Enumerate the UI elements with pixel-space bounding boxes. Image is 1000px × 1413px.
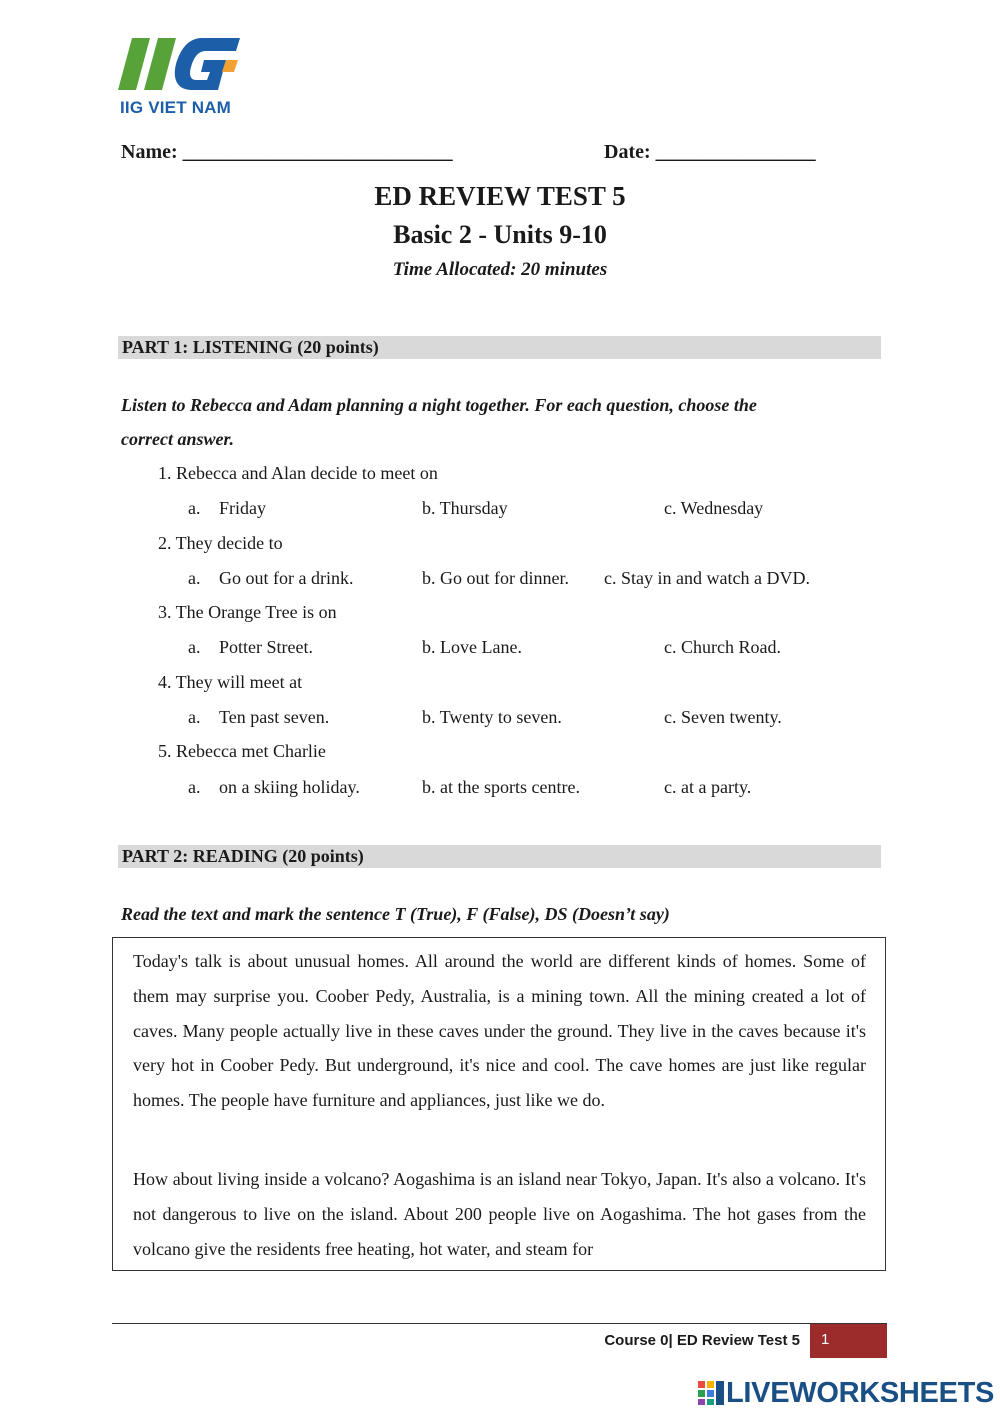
date-field-label: Date: ________________ (604, 141, 816, 163)
page-number: 1 (821, 1331, 830, 1348)
option-a-text: Go out for a drink. (219, 568, 354, 588)
option-a-text: Friday (219, 498, 266, 518)
option-a-label: a. (188, 498, 201, 518)
part1-instruction-line1: Listen to Rebecca and Adam planning a night together. For each question, choose the (121, 395, 757, 415)
question-1-option-c[interactable]: c. Wednesday (664, 498, 764, 518)
question-3-option-c[interactable]: c. Church Road. (664, 637, 781, 657)
question-1-option-b[interactable]: b. Thursday (422, 498, 508, 518)
page-number-box (810, 1324, 887, 1358)
option-a-label: a. (188, 568, 201, 588)
part1-heading-bar (118, 336, 881, 359)
footer-divider (112, 1323, 887, 1324)
question-2-option-b[interactable]: b. Go out for dinner. (422, 568, 569, 588)
question-2: 2. They decide to (158, 533, 283, 553)
question-4: 4. They will meet at (158, 672, 303, 692)
reading-paragraph-1: Today's talk is about unusual homes. All around the world are different kinds of homes. Some of them may surprise you. Coober Pedy, Australia, is a mining town. All the mining created a lot of caves. Many people actually live in these caves under the ground. They live in the caves because it's very hot in Coober Pedy. But underground, it's nice and cool. The cave homes are just like regular homes. The people have furniture and appliances, just like we do. (133, 951, 866, 1111)
part2-heading-bar (118, 845, 881, 868)
part2-heading: PART 2: READING (20 points) (122, 846, 364, 866)
watermark-text: LIVEWORKSHEETS (726, 1377, 995, 1409)
reading-paragraph-2: How about living inside a volcano? Aogashima is an island near Tokyo, Japan. It's also a volcano. It's not dangerous to live on the island. About 200 people live on Aogashima. The hot gases from the volcano give the residents free heating, hot water, and steam for (133, 1169, 866, 1259)
question-3: 3. The Orange Tree is on (158, 602, 337, 622)
question-3-option-b[interactable]: b. Love Lane. (422, 637, 522, 657)
liveworksheets-logo-icon (697, 1380, 725, 1406)
question-5: 5. Rebecca met Charlie (158, 741, 326, 761)
option-a-label: a. (188, 777, 201, 797)
time-allocated: Time Allocated: 20 minutes (392, 259, 608, 280)
page-subtitle: Basic 2 - Units 9-10 (393, 220, 607, 249)
name-field-label: Name: ___________________________ (121, 141, 453, 163)
question-5-option-a[interactable] (188, 777, 360, 798)
question-1: 1. Rebecca and Alan decide to meet on (158, 463, 438, 483)
question-4-option-c[interactable]: c. Seven twenty. (664, 707, 782, 727)
part2-instruction: Read the text and mark the sentence T (True), F (False), DS (Doesn’t say) (121, 904, 670, 924)
question-4-option-a[interactable] (188, 707, 330, 728)
question-1-option-a[interactable] (188, 498, 266, 519)
option-a-text: Ten past seven. (219, 707, 330, 727)
option-a-text: on a skiing holiday. (219, 777, 360, 797)
option-a-label: a. (188, 707, 201, 727)
option-a-text: Potter Street. (219, 637, 313, 657)
part1-instruction-line2: correct answer. (121, 429, 235, 449)
logo-text: IIG VIET NAM (120, 98, 232, 117)
part1-heading: PART 1: LISTENING (20 points) (122, 337, 379, 357)
question-5-option-b[interactable]: b. at the sports centre. (422, 777, 580, 797)
footer-label: Course 0| ED Review Test 5 (604, 1332, 800, 1349)
question-2-option-a[interactable] (188, 568, 354, 589)
question-5-option-c[interactable]: c. at a party. (664, 777, 752, 797)
question-4-option-b[interactable]: b. Twenty to seven. (422, 707, 562, 727)
question-3-option-a[interactable] (188, 637, 313, 658)
question-2-option-c[interactable]: c. Stay in and watch a DVD. (604, 568, 810, 588)
option-a-label: a. (188, 637, 201, 657)
reading-passage-box (112, 937, 886, 1271)
page-title: ED REVIEW TEST 5 (374, 181, 626, 211)
